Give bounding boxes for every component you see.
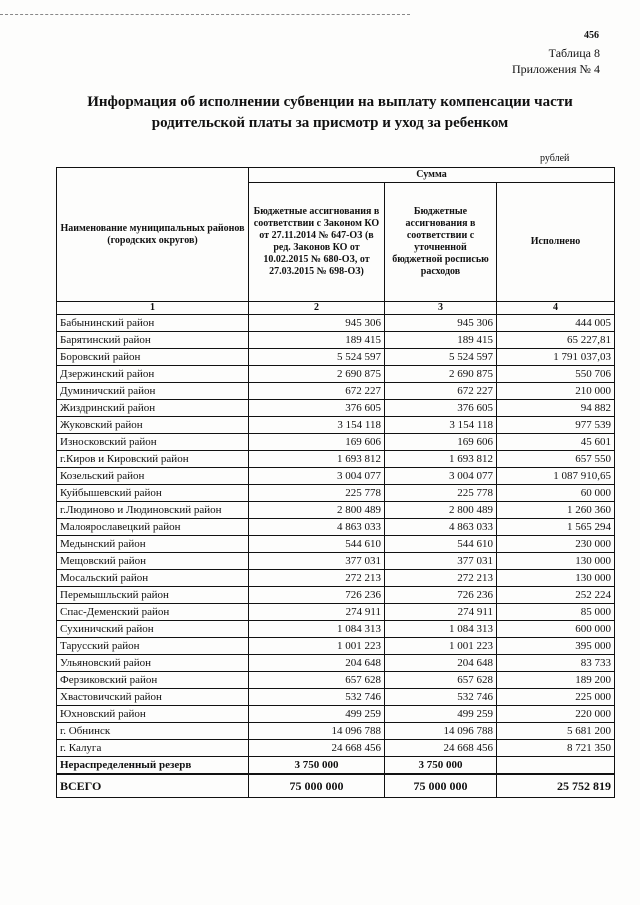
- budget-allocation: 544 610: [385, 536, 497, 553]
- executed-amount: 85 000: [497, 604, 615, 621]
- subvention-table: [56, 167, 615, 798]
- budget-allocation: 3 154 118: [385, 417, 497, 434]
- reserve-name: Нераспределенный резерв: [57, 757, 249, 775]
- budget-allocation: 1 001 223: [385, 638, 497, 655]
- header-name: Наименование муниципальных районов (городских округов): [57, 168, 249, 302]
- header-law-allocations: Бюджетные ассигнования в соответствии с Законом КО от 27.11.2014 № 647-ОЗ (в ред. Законов КО от 10.02.2015 № 680-ОЗ, от 27.03.2015 № 698-ОЗ): [249, 183, 385, 302]
- law-allocation: 2 800 489: [249, 502, 385, 519]
- executed-amount: 130 000: [497, 570, 615, 587]
- total-budget: 75 000 000: [385, 774, 497, 798]
- table-row: [57, 553, 615, 570]
- district-name: Куйбышевский район: [57, 485, 249, 502]
- district-name: Ульяновский район: [57, 655, 249, 672]
- district-name: Малоярославецкий район: [57, 519, 249, 536]
- table-row: [57, 519, 615, 536]
- executed-amount: 395 000: [497, 638, 615, 655]
- header-budget-allocations: Бюджетные ассигнования в соответствии с уточненной бюджетной росписью расходов: [385, 183, 497, 302]
- table-row: [57, 706, 615, 723]
- district-name: Жуковский район: [57, 417, 249, 434]
- budget-allocation: 4 863 033: [385, 519, 497, 536]
- executed-amount: 225 000: [497, 689, 615, 706]
- district-name: Барятинский район: [57, 332, 249, 349]
- district-name: г.Киров и Кировский район: [57, 451, 249, 468]
- district-name: Сухиничский район: [57, 621, 249, 638]
- budget-allocation: 672 227: [385, 383, 497, 400]
- executed-amount: 83 733: [497, 655, 615, 672]
- executed-amount: 550 706: [497, 366, 615, 383]
- table-row: [57, 332, 615, 349]
- executed-amount: 8 721 350: [497, 740, 615, 757]
- header-row-top: [57, 168, 615, 183]
- budget-allocation: 225 778: [385, 485, 497, 502]
- executed-amount: 65 227,81: [497, 332, 615, 349]
- table-row: [57, 502, 615, 519]
- budget-allocation: 272 213: [385, 570, 497, 587]
- law-allocation: 169 606: [249, 434, 385, 451]
- budget-allocation: 3 004 077: [385, 468, 497, 485]
- executed-amount: 130 000: [497, 553, 615, 570]
- executed-amount: 1 260 360: [497, 502, 615, 519]
- column-number-row: [57, 302, 615, 315]
- table-row: [57, 604, 615, 621]
- reserve-budget: 3 750 000: [385, 757, 497, 775]
- executed-amount: 189 200: [497, 672, 615, 689]
- budget-allocation: 499 259: [385, 706, 497, 723]
- table-label: Таблица 8: [548, 46, 600, 60]
- law-allocation: 657 628: [249, 672, 385, 689]
- table-row: [57, 349, 615, 366]
- law-allocation: 2 690 875: [249, 366, 385, 383]
- table-row: [57, 315, 615, 332]
- budget-allocation: 377 031: [385, 553, 497, 570]
- table-row: [57, 536, 615, 553]
- table-row: [57, 417, 615, 434]
- executed-amount: 1 087 910,65: [497, 468, 615, 485]
- district-name: Перемышльский район: [57, 587, 249, 604]
- column-number: 1: [57, 302, 249, 315]
- district-name: Износковский район: [57, 434, 249, 451]
- document-title: Информация об исполнении субвенции на выплату компенсации части родительской платы за присмотр и уход за ребенком: [87, 94, 573, 131]
- law-allocation: 945 306: [249, 315, 385, 332]
- district-name: Думиничский район: [57, 383, 249, 400]
- district-name: Ферзиковский район: [57, 672, 249, 689]
- reserve-law: 3 750 000: [249, 757, 385, 775]
- budget-allocation: 657 628: [385, 672, 497, 689]
- table-row: [57, 638, 615, 655]
- table-row: [57, 383, 615, 400]
- law-allocation: 24 668 456: [249, 740, 385, 757]
- executed-amount: 977 539: [497, 417, 615, 434]
- budget-allocation: 376 605: [385, 400, 497, 417]
- total-name: ВСЕГО: [57, 774, 249, 798]
- table-row: [57, 400, 615, 417]
- law-allocation: 14 096 788: [249, 723, 385, 740]
- district-name: Мосальский район: [57, 570, 249, 587]
- executed-amount: 210 000: [497, 383, 615, 400]
- table-body: [57, 315, 615, 757]
- district-name: Юхновский район: [57, 706, 249, 723]
- total-law: 75 000 000: [249, 774, 385, 798]
- law-allocation: 189 415: [249, 332, 385, 349]
- appendix-label: Приложения № 4: [511, 62, 600, 76]
- law-allocation: 1 001 223: [249, 638, 385, 655]
- scan-artifact-line: [0, 14, 410, 15]
- budget-allocation: 5 524 597: [385, 349, 497, 366]
- column-number: 4: [497, 302, 615, 315]
- law-allocation: 3 004 077: [249, 468, 385, 485]
- law-allocation: 225 778: [249, 485, 385, 502]
- executed-amount: 94 882: [497, 400, 615, 417]
- law-allocation: 272 213: [249, 570, 385, 587]
- table-row: [57, 366, 615, 383]
- law-allocation: 4 863 033: [249, 519, 385, 536]
- law-allocation: 274 911: [249, 604, 385, 621]
- budget-allocation: 1 693 812: [385, 451, 497, 468]
- total-executed: 25 752 819: [497, 774, 615, 798]
- law-allocation: 532 746: [249, 689, 385, 706]
- budget-allocation: 2 690 875: [385, 366, 497, 383]
- units-label: рублей: [540, 153, 570, 164]
- law-allocation: 544 610: [249, 536, 385, 553]
- budget-allocation: 2 800 489: [385, 502, 497, 519]
- budget-allocation: 532 746: [385, 689, 497, 706]
- budget-allocation: 274 911: [385, 604, 497, 621]
- district-name: Козельский район: [57, 468, 249, 485]
- table-row: [57, 434, 615, 451]
- executed-amount: 444 005: [497, 315, 615, 332]
- executed-amount: 657 550: [497, 451, 615, 468]
- law-allocation: 204 648: [249, 655, 385, 672]
- law-allocation: 3 154 118: [249, 417, 385, 434]
- header-executed: Исполнено: [497, 183, 615, 302]
- column-number: 2: [249, 302, 385, 315]
- executed-amount: 230 000: [497, 536, 615, 553]
- table-row: [57, 655, 615, 672]
- executed-amount: 5 681 200: [497, 723, 615, 740]
- district-name: Дзержинский район: [57, 366, 249, 383]
- executed-amount: 252 224: [497, 587, 615, 604]
- appendix-reference: [470, 45, 600, 77]
- executed-amount: 45 601: [497, 434, 615, 451]
- budget-allocation: 14 096 788: [385, 723, 497, 740]
- law-allocation: 726 236: [249, 587, 385, 604]
- law-allocation: 376 605: [249, 400, 385, 417]
- reserve-executed: [497, 757, 615, 775]
- budget-allocation: 169 606: [385, 434, 497, 451]
- law-allocation: 1 084 313: [249, 621, 385, 638]
- district-name: г.Людиново и Людиновский район: [57, 502, 249, 519]
- executed-amount: 600 000: [497, 621, 615, 638]
- executed-amount: 1 791 037,03: [497, 349, 615, 366]
- district-name: Медынский район: [57, 536, 249, 553]
- district-name: Спас-Деменский район: [57, 604, 249, 621]
- table-row: [57, 570, 615, 587]
- law-allocation: 1 693 812: [249, 451, 385, 468]
- reserve-row: [57, 757, 615, 775]
- district-name: Бабынинский район: [57, 315, 249, 332]
- table-row: [57, 587, 615, 604]
- executed-amount: 220 000: [497, 706, 615, 723]
- budget-allocation: 945 306: [385, 315, 497, 332]
- district-name: г. Обнинск: [57, 723, 249, 740]
- header-sum: Сумма: [249, 168, 615, 183]
- law-allocation: 5 524 597: [249, 349, 385, 366]
- table-row: [57, 485, 615, 502]
- column-number: 3: [385, 302, 497, 315]
- table-row: [57, 621, 615, 638]
- table-row: [57, 468, 615, 485]
- budget-allocation: 24 668 456: [385, 740, 497, 757]
- executed-amount: 1 565 294: [497, 519, 615, 536]
- budget-allocation: 189 415: [385, 332, 497, 349]
- total-row: [57, 774, 615, 798]
- budget-allocation: 726 236: [385, 587, 497, 604]
- law-allocation: 499 259: [249, 706, 385, 723]
- district-name: Мещовский район: [57, 553, 249, 570]
- budget-allocation: 1 084 313: [385, 621, 497, 638]
- district-name: Хвастовичский район: [57, 689, 249, 706]
- district-name: Боровский район: [57, 349, 249, 366]
- table-row: [57, 740, 615, 757]
- budget-allocation: 204 648: [385, 655, 497, 672]
- executed-amount: 60 000: [497, 485, 615, 502]
- district-name: Тарусский район: [57, 638, 249, 655]
- table-row: [57, 723, 615, 740]
- table-row: [57, 451, 615, 468]
- table-row: [57, 689, 615, 706]
- law-allocation: 377 031: [249, 553, 385, 570]
- table-row: [57, 672, 615, 689]
- law-allocation: 672 227: [249, 383, 385, 400]
- district-name: Жиздринский район: [57, 400, 249, 417]
- district-name: г. Калуга: [57, 740, 249, 757]
- page-number: 456: [584, 30, 599, 41]
